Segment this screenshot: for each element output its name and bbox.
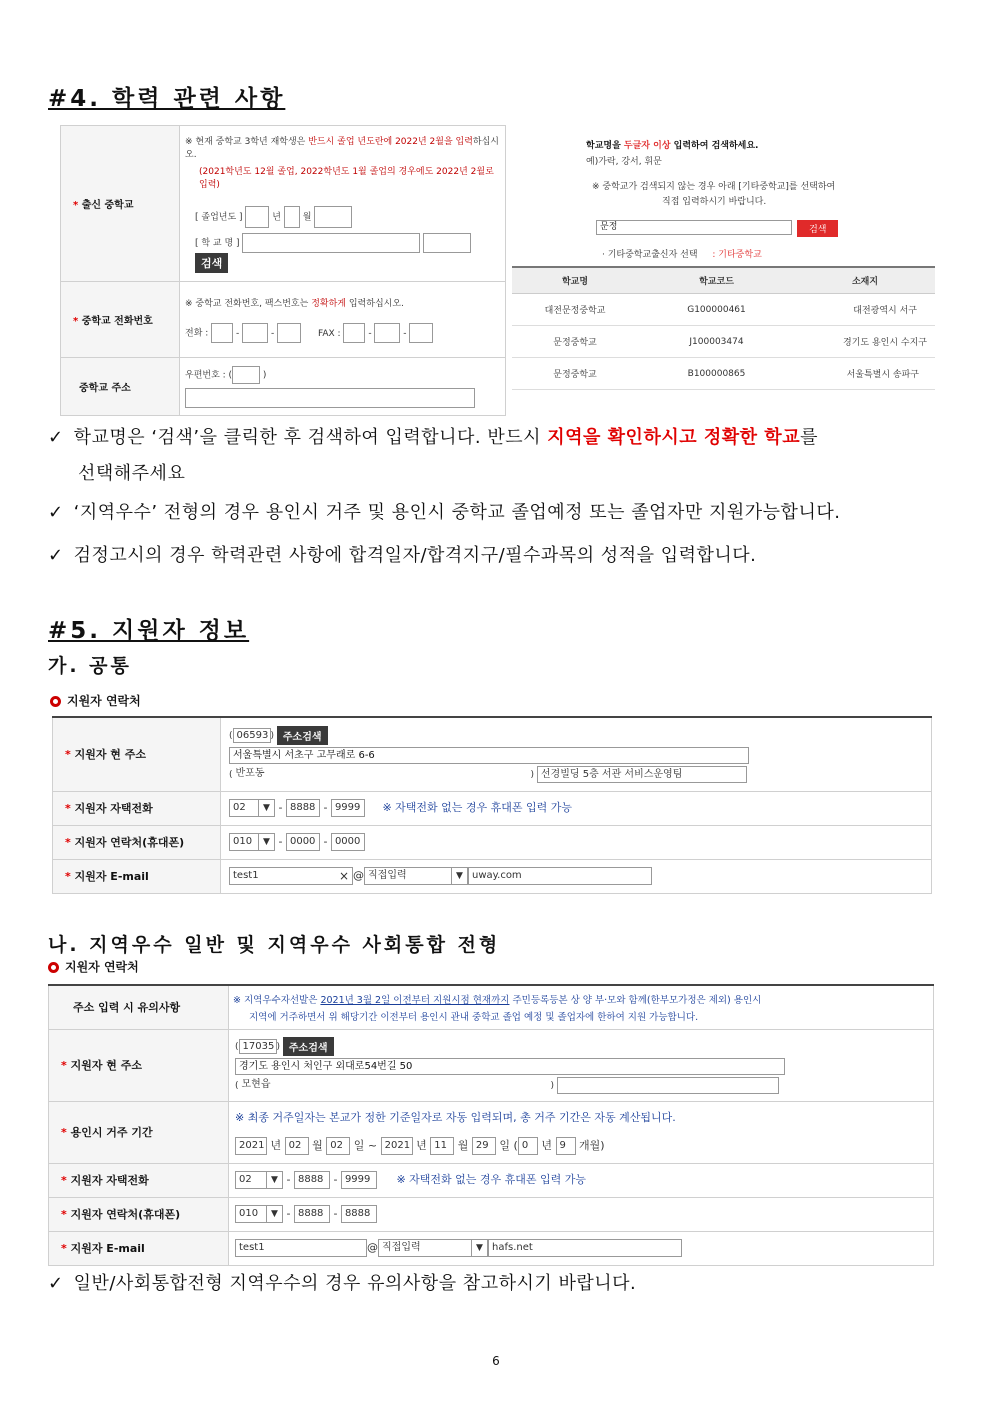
to-year[interactable]: 2021 — [381, 1137, 413, 1155]
address-search-button-b[interactable]: 주소검색 — [283, 1037, 334, 1056]
school-fax-1[interactable] — [343, 323, 365, 343]
chevron-down-icon: ▼ — [258, 800, 274, 816]
email-label-a: * 지원자 E-mail — [53, 859, 221, 893]
clear-icon[interactable]: × — [338, 869, 349, 883]
section5-heading: #5. 지원자 정보 — [48, 618, 250, 644]
chevron-down-icon: ▼ — [266, 1206, 282, 1222]
school-zip-input[interactable] — [232, 366, 260, 384]
school-phone-1[interactable] — [211, 323, 233, 343]
contact-title-a: 지원자 연락처 — [50, 692, 141, 709]
table-row[interactable]: 대전문정중학교 G100000461 대전광역시 서구 — [512, 294, 935, 326]
mobile-prefix-select-b[interactable]: 010 ▼ — [235, 1205, 283, 1223]
school-address-input[interactable] — [185, 388, 475, 408]
popup-search-input[interactable]: 문정 — [596, 220, 792, 235]
col-school-code: 학교코드 — [638, 267, 795, 294]
bullet-ged: ✓ 검정고시의 경우 학력관련 사항에 합격일자/합격지구/필수과목의 성적을 입력합니다. — [48, 545, 757, 566]
home-phone-label-b: * 지원자 자택전화 — [49, 1163, 229, 1197]
bullet-school-search: ✓ 학교명은 ‘검색’을 클릭한 후 검색하여 입력합니다. 반드시 지역을 확인하시고 정확한 학교를 — [48, 427, 818, 448]
contact-form-common: * 지원자 현 주소 ( 06593 ) 주소검색 서울특별시 서초구 고무래로 6-6 ( 반포동 ) 선경빌딩 5층 서관 서비스운영팀 * 지원자 자택전화 02 ▼ - 8888 - 9999 ※ 자택전화 없는 경우 휴대폰 입력 가능 * 지원자 연락처(휴대폰) 010 ▼ - 0000 - 0000 * 지원자 E-mail test1 × @ 직접입력 ▼ uway.com — [52, 716, 932, 894]
home-phone-2-b[interactable]: 8888 — [294, 1171, 330, 1189]
notice-label: 주소 입력 시 유의사항 — [49, 985, 229, 1029]
other-school-link[interactable]: : 기타중학교 — [712, 250, 762, 260]
page-number: 6 — [492, 1354, 500, 1368]
address2-input-b[interactable]: 모현읍 — [239, 1077, 551, 1094]
from-day[interactable]: 02 — [326, 1137, 350, 1155]
table-row[interactable]: 문정중학교 B100000865 서울특별시 송파구 — [512, 358, 935, 390]
education-form: * 출신 중학교 ※ 현재 중학교 3학년 재학생은 반드시 졸업 년도란에 2022년 2월을 입력하십시오. (2021학년도 12월 졸업, 2022학년도 1월 졸업의 경우에도 2022년 2월로 입력) [ 졸업년도 ] 년 월 [ 학 교 명 ] 검색 * 중학교 전화번호 ※ 중학교 전화번호, 팩스번호는 정확하게 입력하십시오. 전화 : - - FAX : - - 중학교 주소 우편번호 : ( ) — [60, 125, 506, 416]
chevron-down-icon: ▼ — [266, 1172, 282, 1188]
email-domain-select-a[interactable]: 직접입력 ▼ — [364, 867, 468, 885]
zip-input-b[interactable]: 17035 — [239, 1039, 277, 1054]
email-id-input-b[interactable]: test1 — [235, 1239, 367, 1257]
contact-form-regional: 주소 입력 시 유의사항 ※ 지역우수자선발은 2021년 3월 2일 이전부터 지원시점 현재까지 주민등록등본 상 양 부·모와 함께(한부모가정은 제외) 용인시 지역에 거주하면서 위 해당기간 이전부터 용인시 관내 중학교 졸업 예정 및 졸업자에 한하여 지원 가능합니다. * 지원자 현 주소 ( 17035 ) 주소검색 경기도 용인시 처인구 외대로54번길 50 ( 모현읍 ) * 용인시 거주 기간 ※ 최종 거주일자는 본교가 정한 기준일자로 자동 입력되며, 총 거주 기간은 자동 계산됩니다. 2021 년 02 월 02 일 ~ 2021 년 11 월 29 일 ( 0 년 9 개월) * 지원자 자택전화 02 ▼ - 8888 - 9999 ※ 자택전화 없는 경우 휴대폰 입력 가능 * 지원자 연락처(휴대폰) 010 ▼ - 8888 - 8888 * 지원자 E-mail test1 @ 직접입력 ▼ hafs.net — [48, 984, 934, 1266]
col-school-name: 학교명 — [512, 267, 638, 294]
home-phone-area-select-a[interactable]: 02 ▼ — [229, 799, 275, 817]
school-phone-label: * 중학교 전화번호 — [61, 282, 180, 358]
addr-label-b: * 지원자 현 주소 — [49, 1029, 229, 1101]
email-domain-input-b[interactable]: hafs.net — [488, 1239, 682, 1257]
popup-search-button[interactable]: 검색 — [797, 220, 838, 237]
school-phone-3[interactable] — [277, 323, 301, 343]
chevron-down-icon: ▼ — [471, 1240, 487, 1256]
mobile-2-a[interactable]: 0000 — [286, 833, 320, 851]
school-phone-2[interactable] — [242, 323, 268, 343]
to-month[interactable]: 11 — [430, 1137, 454, 1155]
address1-input-b[interactable]: 경기도 용인시 처인구 외대로54번길 50 — [235, 1058, 785, 1075]
home-phone-note-b: ※ 자택전화 없는 경우 휴대폰 입력 가능 — [396, 1173, 587, 1186]
home-phone-note-a: ※ 자택전화 없는 경우 휴대폰 입력 가능 — [382, 801, 573, 814]
school-code-input[interactable] — [423, 233, 471, 253]
addr-label-a: * 지원자 현 주소 — [53, 717, 221, 791]
email-domain-input-a[interactable]: uway.com — [468, 867, 652, 885]
to-day[interactable]: 29 — [472, 1137, 496, 1155]
chevron-down-icon: ▼ — [258, 834, 274, 850]
home-phone-area-select-b[interactable]: 02 ▼ — [235, 1171, 283, 1189]
origin-school-label: * 출신 중학교 — [61, 126, 180, 282]
period-note: ※ 최종 거주일자는 본교가 정한 기준일자로 자동 입력되며, 총 거주 기간은 자동 계산됩니다. — [235, 1111, 676, 1124]
section4-heading: #4. 학력 관련 사항 — [48, 86, 286, 112]
sub-heading-common: 가. 공통 — [48, 655, 132, 677]
school-name-input[interactable] — [242, 233, 420, 253]
address3-input-a[interactable]: 선경빌딩 5층 서관 서비스운영팀 — [537, 766, 747, 783]
circle-icon — [48, 962, 59, 973]
bullet-school-search-cont: 선택해주세요 — [78, 463, 186, 484]
home-phone-3-a[interactable]: 9999 — [331, 799, 365, 817]
mobile-2-b[interactable]: 8888 — [294, 1205, 330, 1223]
col-location: 소재지 — [795, 267, 935, 294]
school-fax-3[interactable] — [409, 323, 433, 343]
from-month[interactable]: 02 — [285, 1137, 309, 1155]
school-search-popup: 학교명을 두글자 이상 입력하여 검색하세요. 예)가락, 강서, 휘문 ※ 중학교가 검색되지 않는 경우 아래 [기타중학교]를 선택하여 직접 입력하시기 바랍니다. 문정 검색 · 기타중학교출신자 선택 : 기타중학교 — [586, 138, 916, 260]
home-phone-2-a[interactable]: 8888 — [286, 799, 320, 817]
school-address-label: 중학교 주소 — [61, 358, 180, 416]
zip-input-a[interactable]: 06593 — [233, 728, 271, 743]
chevron-down-icon: ▼ — [451, 868, 467, 884]
mobile-prefix-select-a[interactable]: 010 ▼ — [229, 833, 275, 851]
address1-input-a[interactable]: 서울특별시 서초구 고무래로 6-6 — [229, 747, 749, 764]
home-phone-3-b[interactable]: 9999 — [341, 1171, 377, 1189]
mobile-3-a[interactable]: 0000 — [331, 833, 365, 851]
period-label: * 용인시 거주 기간 — [49, 1101, 229, 1163]
home-phone-label-a: * 지원자 자택전화 — [53, 791, 221, 825]
email-id-input-a[interactable]: test1 × — [229, 867, 353, 885]
address2-input-a[interactable]: 반포동 — [233, 766, 531, 783]
total-years: 0 — [518, 1137, 538, 1155]
grad-day-input[interactable] — [314, 206, 352, 228]
contact-title-b: 지원자 연락처 — [48, 958, 139, 975]
school-result-table — [512, 266, 935, 390]
grad-month-input[interactable] — [284, 206, 300, 228]
mobile-label-a: * 지원자 연락처(휴대폰) — [53, 825, 221, 859]
email-domain-select-b[interactable]: 직접입력 ▼ — [378, 1239, 488, 1257]
total-months: 9 — [556, 1137, 576, 1155]
address3-input-b[interactable] — [557, 1077, 779, 1094]
circle-icon — [50, 696, 61, 707]
mobile-label-b: * 지원자 연락처(휴대폰) — [49, 1197, 229, 1231]
mobile-3-b[interactable]: 8888 — [341, 1205, 377, 1223]
bullet-final: ✓ 일반/사회통합전형 지역우수의 경우 유의사항을 참고하시기 바랍니다. — [48, 1273, 637, 1294]
email-label-b: * 지원자 E-mail — [49, 1231, 229, 1265]
school-fax-2[interactable] — [374, 323, 400, 343]
from-year[interactable]: 2021 — [235, 1137, 267, 1155]
table-row[interactable]: 문정중학교 J100003474 경기도 용인시 수지구 — [512, 326, 935, 358]
address-search-button-a[interactable]: 주소검색 — [277, 726, 328, 745]
sub-heading-regional: 나. 지역우수 일반 및 지역우수 사회통합 전형 — [48, 934, 501, 956]
school-search-button[interactable]: 검색 — [195, 253, 228, 273]
bullet-regional: ✓ ‘지역우수’ 전형의 경우 용인시 거주 및 용인시 중학교 졸업예정 또는 졸업자만 지원가능합니다. — [48, 502, 841, 523]
grad-year-input[interactable] — [245, 206, 269, 228]
